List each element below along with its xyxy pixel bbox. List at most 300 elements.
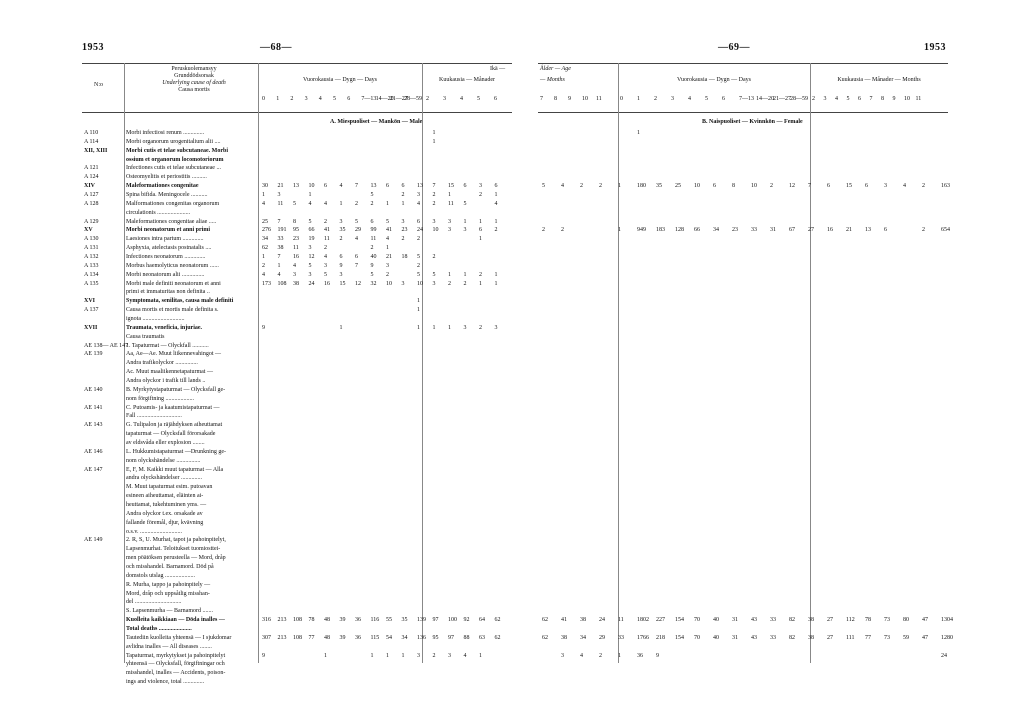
table-cell: 95 <box>432 634 439 641</box>
row-description: E, F, M. Kaikki muut tapaturmat — Alla <box>126 466 224 473</box>
row-description: 2. R, S, U. Murhat, tapot ja pahoinpitelyt, <box>126 537 226 544</box>
table-cell: 6 <box>370 218 374 225</box>
row-description: 1. Tapaturmat — Olyckfall ........... <box>126 342 209 349</box>
col-divider <box>422 63 423 663</box>
row-description: av eldsvåda eller explosion ........ <box>126 440 205 446</box>
table-cell: 1 <box>432 324 436 331</box>
table-cell: 9 <box>370 262 374 269</box>
row-description: men pöätöksen perusteella — Mord, dråp <box>126 555 226 562</box>
table-cell: 128 <box>675 227 684 234</box>
row-description: Tautediin kuolleita yhteensä — I sjukdomar <box>126 634 232 641</box>
table-cell: 41 <box>324 227 330 234</box>
table-cell: 4 <box>386 236 389 243</box>
table-cell: 1 <box>494 218 498 225</box>
table-cell: 4 <box>355 236 358 243</box>
table-cell: 15 <box>448 183 454 190</box>
table-cell: 11 <box>277 200 284 207</box>
right-year: 1953 <box>924 42 946 53</box>
table-cell: 11 <box>324 236 330 243</box>
table-cell: 4 <box>561 183 564 190</box>
col-divider <box>124 63 125 663</box>
month-col-header: 6 <box>858 96 861 102</box>
table-cell: 43 <box>751 634 757 641</box>
table-cell: 1 <box>479 652 482 659</box>
row-description: Maleformationes congenitae aliae ..... <box>126 218 217 225</box>
table-cell: 10 <box>417 280 423 287</box>
table-top-rule <box>538 63 948 64</box>
table-cell: 29 <box>599 634 605 641</box>
table-cell: 654 <box>941 227 950 234</box>
table-cell: 41 <box>561 617 567 624</box>
row-description: Tapaturmat, myrkytykset ja pahoinpitelyt <box>126 652 226 659</box>
table-cell: 38 <box>293 280 299 287</box>
row-code: A 130 <box>84 236 99 243</box>
table-cell: 78 <box>308 617 315 624</box>
row-description: Mord, dråp och uppsåtlig misshan- <box>126 590 210 597</box>
row-description: Morbi infectiosi renum .............. <box>126 130 205 136</box>
table-cell: 1 <box>262 192 265 198</box>
right-days-label: Vuorokausia — Dygn — Days <box>677 77 751 83</box>
table-cell: 2 <box>580 183 583 190</box>
row-code: AE 146 <box>84 448 103 455</box>
table-cell: 1 <box>618 183 621 190</box>
day-col-header: 6 <box>347 96 351 102</box>
table-cell: 1280 <box>941 634 953 641</box>
table-cell: 2 <box>386 271 389 278</box>
table-cell: 27 <box>827 634 833 641</box>
row-description: nom olyckshändelse ................ <box>126 457 201 464</box>
table-cell: 1802 <box>637 617 649 624</box>
table-cell: 1 <box>463 271 467 278</box>
table-cell: 15 <box>846 183 852 190</box>
row-code: A 128 <box>84 200 99 207</box>
table-cell: 55 <box>386 617 392 624</box>
age-label: Ikä — <box>490 66 506 72</box>
section-male-label: A. Miespuoliset — Mankön — Male <box>330 119 423 125</box>
table-top-rule <box>82 63 512 64</box>
table-cell: 3 <box>386 262 389 269</box>
table-cell: 7 <box>277 254 281 260</box>
header-bottom-rule <box>538 112 948 113</box>
row-description: ignota ............................ <box>126 316 185 322</box>
table-cell: 12 <box>355 280 361 287</box>
table-cell: 77 <box>865 634 871 641</box>
table-cell: 1 <box>432 130 436 136</box>
table-cell: 5 <box>463 200 467 207</box>
table-cell: 5 <box>417 254 420 260</box>
month-col-header: 9 <box>568 96 571 102</box>
table-cell: 2 <box>479 271 482 278</box>
table-cell: 3 <box>479 183 482 190</box>
row-description: Infectiones cutis et telae subcutaneae ... <box>126 165 221 172</box>
table-cell: 1 <box>339 200 343 207</box>
month-col-header: 8 <box>881 96 884 102</box>
table-cell: 1 <box>308 192 312 198</box>
row-description: Fall .............................. <box>126 413 182 420</box>
row-description: Infectiones neonatorum .............. <box>126 254 206 260</box>
day-col-header: 28—59 <box>404 96 422 102</box>
month-col-header: 11 <box>596 96 602 102</box>
table-cell: 24 <box>417 227 423 234</box>
day-col-header: 21—27 <box>773 96 791 102</box>
table-cell: 1 <box>448 324 451 331</box>
table-cell: 9 <box>262 652 265 659</box>
table-cell: 23 <box>732 227 738 234</box>
table-cell: 6 <box>827 183 830 190</box>
day-col-header: 5 <box>705 96 708 102</box>
table-cell: 1 <box>463 218 467 225</box>
table-cell: 227 <box>656 617 665 624</box>
table-cell: 173 <box>262 280 271 287</box>
table-cell: 5 <box>308 218 312 225</box>
table-cell: 3 <box>293 271 296 278</box>
section-female-label: B. Naispuoliset — Kvinnkön — Female <box>702 119 803 125</box>
table-cell: 10 <box>308 183 315 190</box>
table-cell: 4 <box>339 183 343 190</box>
table-cell: 78 <box>865 617 871 624</box>
table-cell: 3 <box>401 280 405 287</box>
table-cell: 47 <box>922 617 928 624</box>
header-bottom-rule <box>82 112 512 113</box>
table-cell: 5 <box>370 271 374 278</box>
table-cell: 70 <box>694 617 700 624</box>
row-description: Morbi organorum urogenitalium alii .... <box>126 138 221 145</box>
day-col-header: 14—20 <box>756 96 774 102</box>
right-months-label-2: Kuukausia — Månader — Months <box>837 77 921 83</box>
table-cell: 70 <box>694 634 700 641</box>
table-cell: 2 <box>370 245 374 252</box>
table-cell: 35 <box>656 183 662 190</box>
row-code: A 110 <box>84 130 99 136</box>
table-cell: 108 <box>293 617 302 624</box>
table-cell: 11 <box>370 236 377 243</box>
table-cell: 21 <box>386 254 392 260</box>
row-description: tapaturmat — Olycksfall förorsakade <box>126 431 216 438</box>
table-cell: 1 <box>401 652 405 659</box>
row-description: Asphyxia, atelectasis postnatalis .... <box>126 245 212 252</box>
table-cell: 4 <box>324 254 327 260</box>
table-cell: 4 <box>262 200 265 207</box>
table-cell: 25 <box>675 183 681 190</box>
table-cell: 47 <box>922 634 928 641</box>
table-cell: 100 <box>448 617 457 624</box>
table-cell: 73 <box>884 634 890 641</box>
table-cell: 13 <box>417 183 423 190</box>
table-cell: 7 <box>277 218 281 225</box>
table-cell: 24 <box>599 617 605 624</box>
table-cell: 34 <box>713 227 719 234</box>
month-col-header: 5 <box>477 96 480 102</box>
left-year: 1953 <box>82 42 104 53</box>
table-cell: 108 <box>293 634 302 641</box>
table-cell: 24 <box>308 280 315 287</box>
row-description: Spina bifida. Meningocele ........... <box>126 192 208 198</box>
table-cell: 8 <box>732 183 735 190</box>
table-cell: 73 <box>884 617 890 624</box>
row-description: heuttamat, tukehtuminen yms. — <box>126 502 207 508</box>
month-col-header: 3 <box>443 96 446 102</box>
row-code: A 124 <box>84 174 99 181</box>
month-col-header: 6 <box>494 96 497 102</box>
row-description: M. Muut tapaturmat esim. putoavan <box>126 484 213 491</box>
table-cell: 3 <box>308 271 312 278</box>
table-cell: 67 <box>789 227 795 234</box>
table-cell: 1 <box>386 652 389 659</box>
table-cell: 35 <box>401 617 408 624</box>
row-code: AE 143 <box>84 422 103 429</box>
table-cell: 1 <box>277 262 281 269</box>
table-cell: 38 <box>277 245 284 252</box>
table-cell: 35 <box>339 227 346 234</box>
month-col-header: 11 <box>915 96 922 102</box>
table-cell: 18 <box>401 254 408 260</box>
row-code: A 114 <box>84 138 99 145</box>
table-cell: 4 <box>308 200 312 207</box>
row-description: ings and violence, total .............. <box>126 679 205 686</box>
table-cell: 5 <box>293 200 296 207</box>
day-col-header: 1 <box>637 96 640 102</box>
table-cell: 154 <box>675 617 684 624</box>
left-page-number: —68— <box>260 42 292 53</box>
table-cell: 7 <box>808 183 811 190</box>
table-cell: 949 <box>637 227 646 234</box>
row-description: Causa mortis et mortis male definita s. <box>126 307 219 314</box>
table-cell: 2 <box>479 324 482 331</box>
row-description: Ac. Muut maaliikennetapaturmat — <box>126 369 213 376</box>
row-description: S. Lapsenmurha — Barnamord ....... <box>126 608 213 615</box>
table-cell: 116 <box>370 617 380 624</box>
table-cell: 19 <box>308 236 315 243</box>
row-code: A 121 <box>84 165 99 172</box>
table-cell: 5 <box>386 218 389 225</box>
table-cell: 1 <box>448 192 451 198</box>
table-cell: 2 <box>599 652 602 659</box>
row-code: AE 139 <box>84 351 103 358</box>
row-description: Osteomyelitis et periostitis .......... <box>126 174 207 181</box>
table-cell: 6 <box>355 254 358 260</box>
table-cell: 2 <box>401 192 405 198</box>
day-col-header: 0 <box>262 96 265 102</box>
table-cell: 1 <box>401 200 405 207</box>
row-code: AE 140 <box>84 386 103 393</box>
table-cell: 163 <box>941 183 950 190</box>
table-cell: 5 <box>308 262 312 269</box>
table-cell: 25 <box>262 218 268 225</box>
row-code: AE 138— AE 147 <box>84 342 129 349</box>
col-divider <box>258 63 259 663</box>
table-cell: 3 <box>463 227 467 234</box>
table-cell: 4 <box>262 271 265 278</box>
table-cell: 30 <box>262 183 268 190</box>
day-col-header: 4 <box>318 96 322 102</box>
table-cell: 5 <box>355 218 358 225</box>
month-col-header: 10 <box>582 96 588 102</box>
table-cell: 33 <box>618 634 624 641</box>
table-cell: 3 <box>448 218 451 225</box>
row-code: XVI <box>84 298 96 305</box>
table-cell: 7 <box>432 183 436 190</box>
table-cell: 9 <box>656 652 659 659</box>
row-code: A 129 <box>84 218 99 225</box>
table-cell: 62 <box>542 634 548 641</box>
table-cell: 3 <box>432 218 436 225</box>
table-cell: 1 <box>386 200 389 207</box>
table-cell: 3 <box>448 227 451 234</box>
row-description: Lapsenmurhat. Teloitukset tuomiosttei- <box>126 546 221 553</box>
table-cell: 9 <box>339 262 343 269</box>
row-description: Morbi neonatorum alii ............... <box>126 271 205 278</box>
table-cell: 40 <box>713 617 719 624</box>
table-cell: 2 <box>542 227 545 234</box>
row-description: yhteensä — Olycksfall, förgiftningar och <box>126 661 225 668</box>
table-cell: 6 <box>463 183 467 190</box>
table-cell: 4 <box>293 262 296 269</box>
table-cell: 2 <box>370 200 374 207</box>
month-col-header: 5 <box>846 96 850 102</box>
table-cell: 16 <box>293 254 299 260</box>
table-cell: 38 <box>808 617 814 624</box>
months-label: Kuukausia — Månader <box>439 77 495 83</box>
day-col-header: 6 <box>722 96 725 102</box>
month-col-header: 2 <box>426 96 429 102</box>
table-cell: 136 <box>417 634 426 641</box>
row-code: XVII <box>84 324 98 331</box>
table-cell: 36 <box>637 652 643 659</box>
row-description: Morbus haemolyticus neonatorum ...... <box>126 262 219 269</box>
table-cell: 3 <box>417 192 420 198</box>
table-cell: 6 <box>865 183 868 190</box>
table-cell: 213 <box>277 617 287 624</box>
table-cell: 3 <box>561 652 564 659</box>
table-cell: 27 <box>827 617 833 624</box>
month-col-header: 2 <box>812 96 815 102</box>
row-description: Andra olyckor i trafik till lands .. <box>126 378 206 384</box>
table-cell: 39 <box>339 634 346 641</box>
month-col-header: 10 <box>904 96 910 102</box>
table-cell: 34 <box>580 634 586 641</box>
table-cell: 111 <box>846 634 855 641</box>
table-cell: 16 <box>827 227 833 234</box>
table-cell: 36 <box>355 634 361 641</box>
row-description: Morbi cutis et telae subcutaneae. Morbi <box>126 147 228 154</box>
table-cell: 2 <box>494 227 498 234</box>
table-cell: 2 <box>479 192 482 198</box>
table-cell: 1 <box>370 652 374 659</box>
table-cell: 66 <box>308 227 315 234</box>
table-cell: 40 <box>370 254 377 260</box>
table-cell: 12 <box>308 254 315 260</box>
row-description: Andra trafikolyckor ............... <box>126 360 198 367</box>
table-cell: 33 <box>751 227 757 234</box>
cause-header-2: Grunddödsorsak <box>174 73 214 79</box>
row-description: Aa, Ae—Ae. Muut liikennevahingot — <box>126 351 221 358</box>
table-cell: 115 <box>370 634 380 641</box>
table-cell: 2 <box>463 280 467 287</box>
row-code: A 134 <box>84 271 99 278</box>
row-description: C. Putoamis- ja kaatumistapaturmat — <box>126 404 220 411</box>
table-cell: 88 <box>463 634 470 641</box>
row-description: Symptomata, senilitas, causa male definiti <box>126 298 234 305</box>
row-code: A 127 <box>84 192 99 198</box>
table-cell: 11 <box>293 245 299 252</box>
table-cell: 3 <box>884 183 887 190</box>
table-cell: 3 <box>401 218 405 225</box>
table-cell: 3 <box>432 280 436 287</box>
table-cell: 31 <box>770 227 776 234</box>
table-cell: 21 <box>846 227 852 234</box>
table-cell: 38 <box>580 617 586 624</box>
row-description: o.s.v. ............................ <box>126 528 182 535</box>
day-col-header: 5 <box>333 96 336 102</box>
table-cell: 5 <box>432 271 436 278</box>
table-cell: 29 <box>355 227 361 234</box>
row-code: A 132 <box>84 254 99 260</box>
row-code: A 137 <box>84 307 99 314</box>
month-col-header: 8 <box>554 96 557 102</box>
right-age-label: Ålder — Age <box>540 66 571 72</box>
days-label: Vuorokausia — Dygn — Days <box>303 77 377 83</box>
table-cell: 24 <box>941 652 947 659</box>
table-cell: 6 <box>479 227 482 234</box>
table-cell: 1 <box>494 192 498 198</box>
table-cell: 1766 <box>637 634 649 641</box>
table-cell: 2 <box>599 183 602 190</box>
table-cell: 2 <box>448 280 451 287</box>
cause-header-3: Underlying cause of death <box>162 80 226 86</box>
table-cell: 2 <box>417 262 420 269</box>
table-cell: 3 <box>448 652 451 659</box>
table-cell: 99 <box>370 227 377 234</box>
table-cell: 9 <box>262 324 265 331</box>
table-cell: 2 <box>262 262 265 269</box>
row-description: Morbi male definiti neonatorum et anni <box>126 280 221 287</box>
table-cell: 1 <box>324 652 327 659</box>
table-cell: 3 <box>463 324 467 331</box>
table-cell: 8 <box>293 218 296 225</box>
row-description: Kuolleita kaikkiaan — Döda inalles — <box>126 617 225 624</box>
table-cell: 139 <box>417 617 426 624</box>
row-code: A 135 <box>84 280 99 287</box>
table-cell: 5 <box>417 271 420 278</box>
row-description: Laesiones intra partum .............. <box>126 236 204 243</box>
table-cell: 82 <box>789 617 795 624</box>
row-description: G. Tulipalon ja räjähdyksen aiheuttamat <box>126 422 223 429</box>
table-cell: 2 <box>324 218 327 225</box>
table-cell: 31 <box>732 634 738 641</box>
table-cell: 62 <box>542 617 548 624</box>
row-code: A 133 <box>84 262 99 269</box>
table-cell: 43 <box>751 617 757 624</box>
day-col-header: 0 <box>620 96 623 102</box>
table-cell: 33 <box>770 634 776 641</box>
right-page <box>512 0 1024 724</box>
table-cell: 1 <box>494 271 498 278</box>
table-cell: 62 <box>262 245 268 252</box>
table-cell: 13 <box>370 183 377 190</box>
table-cell: 2 <box>770 183 773 190</box>
table-cell: 31 <box>732 617 738 624</box>
table-cell: 11 <box>618 617 624 624</box>
right-months-label: — Months <box>540 77 565 83</box>
table-cell: 2 <box>432 652 436 659</box>
row-description: Traumata, veneficia, injuriae. <box>126 324 203 331</box>
table-cell: 32 <box>370 280 377 287</box>
month-col-header: 4 <box>835 96 838 102</box>
table-cell: 4 <box>463 652 467 659</box>
table-cell: 6 <box>324 183 327 190</box>
table-cell: 6 <box>884 227 887 234</box>
row-description: domstols utslag .................... <box>126 572 196 579</box>
